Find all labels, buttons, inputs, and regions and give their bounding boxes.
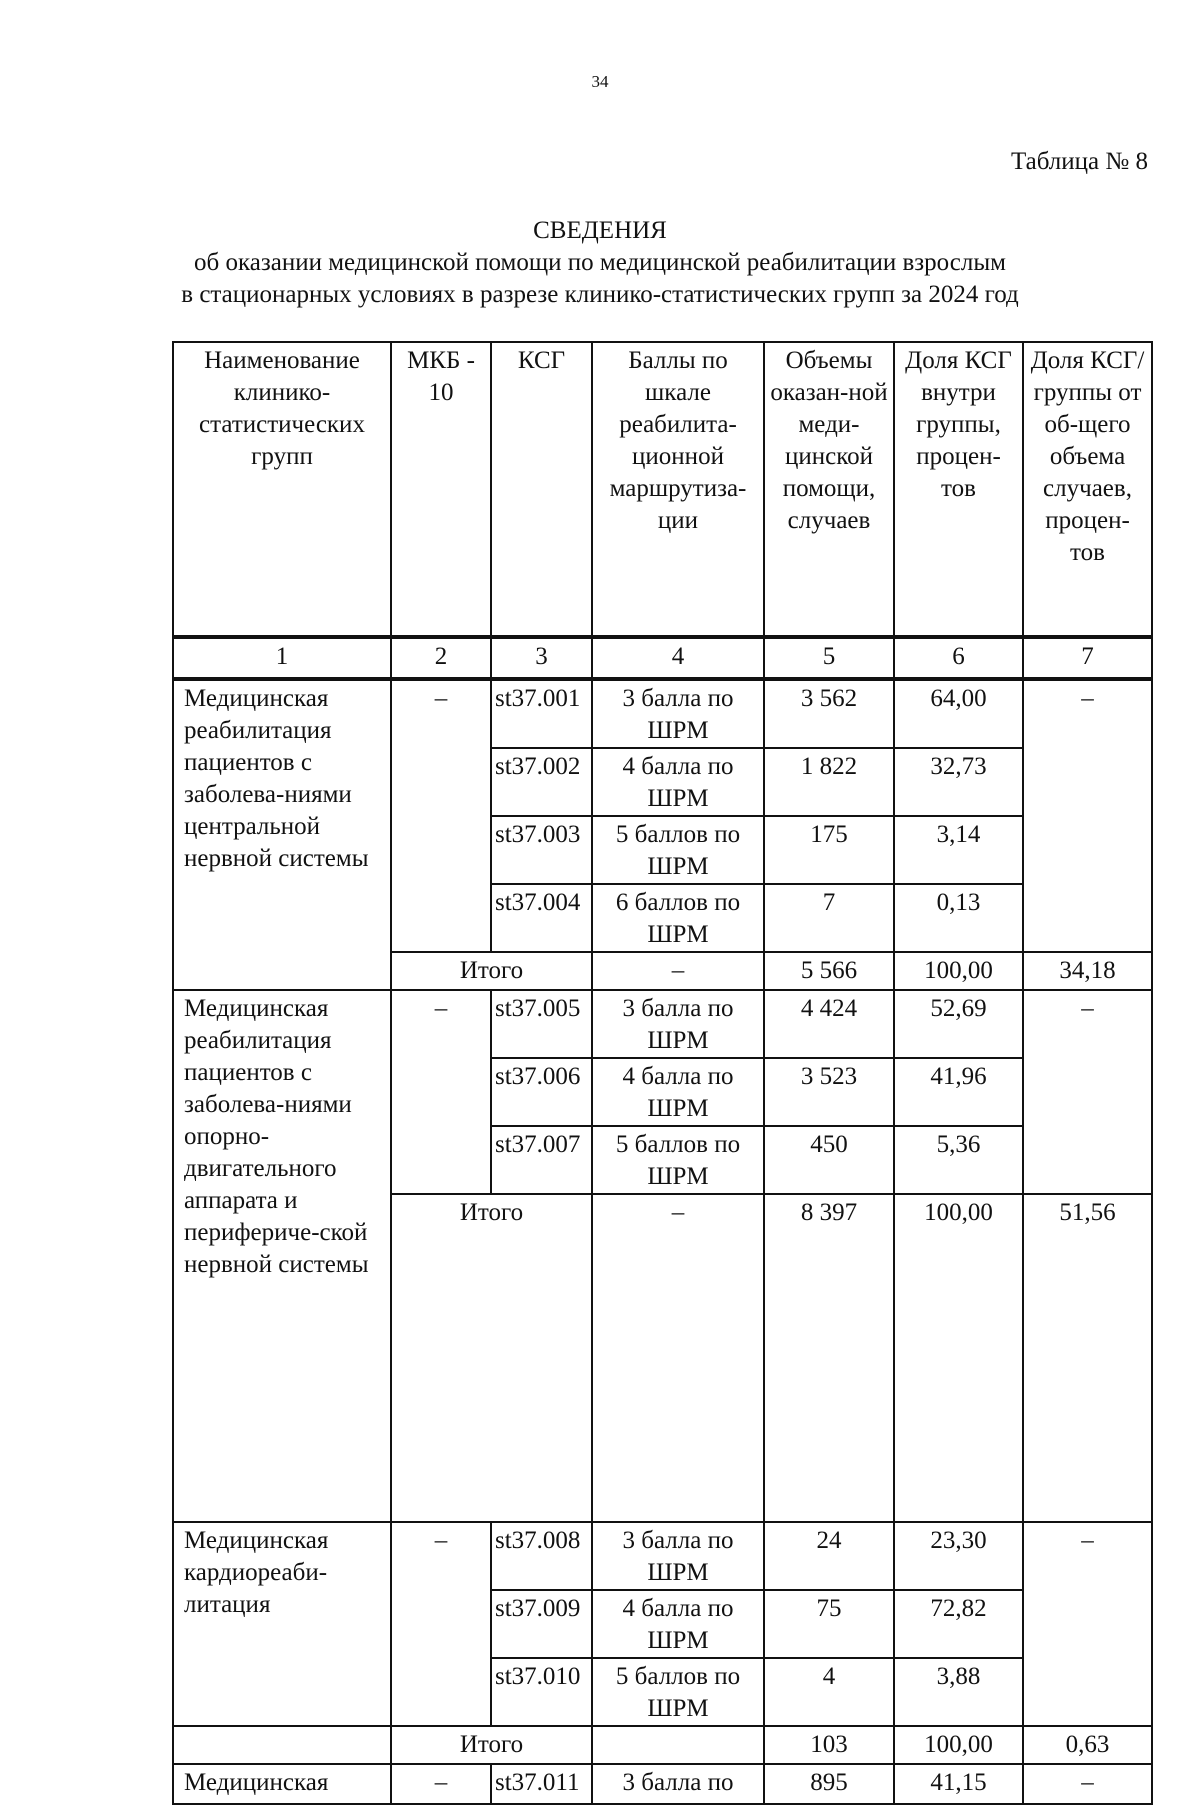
- total-share: 100,00: [894, 952, 1023, 990]
- volume-cell: 895: [764, 1764, 894, 1804]
- share-cell: 52,69: [894, 990, 1023, 1058]
- score-cell: 5 баллов по ШРМ: [592, 816, 764, 884]
- share-cell: 41,96: [894, 1058, 1023, 1126]
- share-cell: 23,30: [894, 1522, 1023, 1590]
- score-cell: 3 балла по ШРМ: [592, 679, 764, 748]
- group-name-cell: Медицинская реабилитация пациентов с заболева-ниями центральной нервной системы: [173, 679, 391, 990]
- table-row: [173, 990, 1152, 1058]
- share-cell: 5,36: [894, 1126, 1023, 1194]
- total-volume: 8 397: [764, 1194, 894, 1522]
- header-row: [173, 342, 1152, 637]
- score-cell: 4 балла по ШРМ: [592, 1058, 764, 1126]
- column-number: 6: [894, 637, 1023, 679]
- column-number-row: [173, 637, 1152, 679]
- total-volume: 5 566: [764, 952, 894, 990]
- ksg-cell: st37.009: [491, 1590, 592, 1658]
- total-score: –: [592, 952, 764, 990]
- mkb-cell: –: [391, 1522, 491, 1726]
- share-cell: 3,88: [894, 1658, 1023, 1726]
- header-ksg: КСГ: [491, 342, 592, 637]
- share-cell: 3,14: [894, 816, 1023, 884]
- score-cell: 5 баллов по ШРМ: [592, 1658, 764, 1726]
- header-volume: Объемы оказан-ной меди-цинской помощи, случаев: [764, 342, 894, 637]
- share-total-cell: –: [1023, 1764, 1152, 1804]
- mkb-cell: –: [391, 990, 491, 1194]
- header-group-name: Наименование клинико-статистических групп: [173, 342, 391, 637]
- ksg-cell: st37.005: [491, 990, 592, 1058]
- total-share-total: 0,63: [1023, 1726, 1152, 1764]
- volume-cell: 4: [764, 1658, 894, 1726]
- total-label: Итого: [391, 952, 592, 990]
- ksg-cell: st37.011: [491, 1764, 592, 1804]
- group-name-cell-empty: [173, 1726, 391, 1764]
- mkb-cell: –: [391, 679, 491, 952]
- score-cell: 3 балла по: [592, 1764, 764, 1804]
- score-cell: 4 балла по ШРМ: [592, 1590, 764, 1658]
- ksg-cell: st37.003: [491, 816, 592, 884]
- column-number: 3: [491, 637, 592, 679]
- page-number: 34: [591, 72, 609, 91]
- score-cell: 5 баллов по ШРМ: [592, 1126, 764, 1194]
- volume-cell: 4 424: [764, 990, 894, 1058]
- header-mkb: МКБ - 10: [391, 342, 491, 637]
- total-row: [173, 1726, 1152, 1764]
- share-cell: 0,13: [894, 884, 1023, 952]
- table-row: [173, 1764, 1152, 1804]
- share-cell: 41,15: [894, 1764, 1023, 1804]
- total-score: [592, 1726, 764, 1764]
- volume-cell: 450: [764, 1126, 894, 1194]
- total-label: Итого: [391, 1726, 592, 1764]
- column-number: 7: [1023, 637, 1152, 679]
- volume-cell: 75: [764, 1590, 894, 1658]
- header-score: Баллы по шкале реабилита-ционной маршрутиза-ции: [592, 342, 764, 637]
- score-cell: 4 балла по ШРМ: [592, 748, 764, 816]
- share-total-cell: –: [1023, 990, 1152, 1194]
- score-cell: 6 баллов по ШРМ: [592, 884, 764, 952]
- column-number: 4: [592, 637, 764, 679]
- volume-cell: 3 523: [764, 1058, 894, 1126]
- share-cell: 32,73: [894, 748, 1023, 816]
- total-share: 100,00: [894, 1726, 1023, 1764]
- volume-cell: 175: [764, 816, 894, 884]
- header-share-group: Доля КСГ внутри группы, процен-тов: [894, 342, 1023, 637]
- score-cell: 3 балла по ШРМ: [592, 990, 764, 1058]
- total-share-total: 34,18: [1023, 952, 1152, 990]
- table-row: [173, 1522, 1152, 1590]
- total-share: 100,00: [894, 1194, 1023, 1522]
- volume-cell: 3 562: [764, 679, 894, 748]
- group-name-cell: Медицинская реабилитация пациентов с заболева-ниями опорно-двигательного аппарата и периферичe-ской нервной системы: [173, 990, 391, 1522]
- score-cell: 3 балла по ШРМ: [592, 1522, 764, 1590]
- ksg-cell: st37.004: [491, 884, 592, 952]
- mkb-cell: –: [391, 1764, 491, 1804]
- ksg-cell: st37.007: [491, 1126, 592, 1194]
- ksg-cell: st37.002: [491, 748, 592, 816]
- total-volume: 103: [764, 1726, 894, 1764]
- document-title: [0, 215, 1200, 311]
- ksg-cell: st37.006: [491, 1058, 592, 1126]
- share-total-cell: –: [1023, 679, 1152, 952]
- title-line-3: в стационарных условиях в разрезе клинико-статистических групп за 2024 год: [181, 281, 1019, 308]
- share-total-cell: –: [1023, 1522, 1152, 1726]
- total-score: –: [592, 1194, 764, 1522]
- total-share-total: 51,56: [1023, 1194, 1152, 1522]
- volume-cell: 24: [764, 1522, 894, 1590]
- volume-cell: 1 822: [764, 748, 894, 816]
- volume-cell: 7: [764, 884, 894, 952]
- rehabilitation-table: [172, 341, 1153, 1805]
- ksg-cell: st37.001: [491, 679, 592, 748]
- ksg-cell: st37.008: [491, 1522, 592, 1590]
- title-line-2: об оказании медицинской помощи по медицинской реабилитации взрослым: [194, 249, 1006, 276]
- share-cell: 64,00: [894, 679, 1023, 748]
- table-row: [173, 679, 1152, 748]
- group-name-cell: Медицинская: [173, 1764, 391, 1804]
- title-line-1: СВЕДЕНИЯ: [533, 217, 667, 244]
- column-number: 2: [391, 637, 491, 679]
- column-number: 5: [764, 637, 894, 679]
- column-number: 1: [173, 637, 391, 679]
- total-label: Итого: [391, 1194, 592, 1522]
- group-name-cell: Медицинская кардиореаби-литация: [173, 1522, 391, 1726]
- header-share-total: Доля КСГ/ группы от об-щего объема случаев, процен-тов: [1023, 342, 1152, 637]
- ksg-cell: st37.010: [491, 1658, 592, 1726]
- share-cell: 72,82: [894, 1590, 1023, 1658]
- table-label: Таблица № 8: [1010, 148, 1148, 175]
